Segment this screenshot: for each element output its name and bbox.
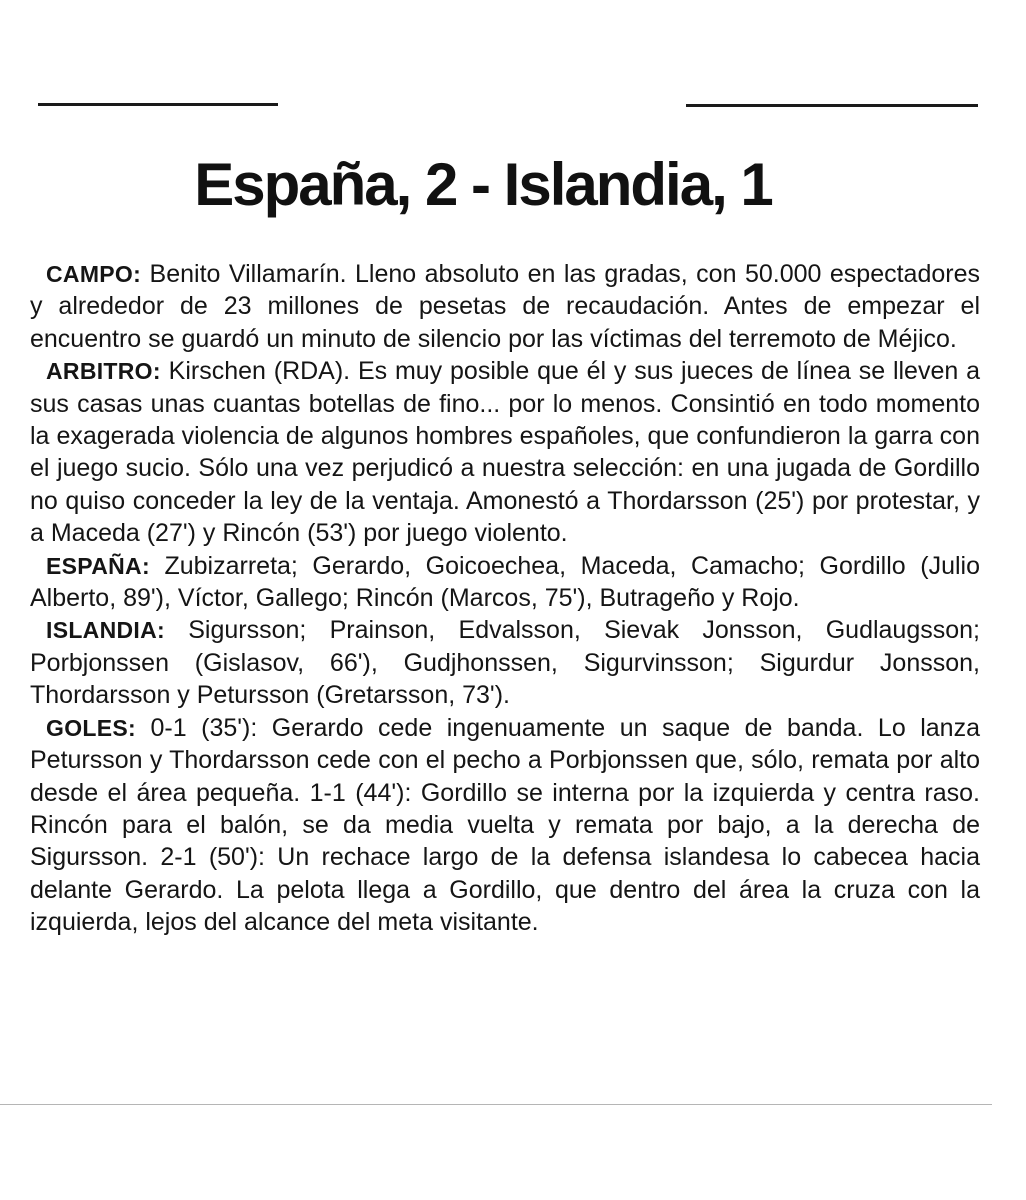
arbitro-paragraph xyxy=(30,355,980,549)
bottom-divider xyxy=(0,1104,992,1105)
campo-paragraph xyxy=(30,258,980,355)
espana-label: ESPAÑA: xyxy=(46,552,150,579)
match-report xyxy=(30,258,980,939)
arbitro-label: ARBITRO: xyxy=(46,358,161,385)
campo-text: Benito Villamarín. Lleno absoluto en las gradas, con 50.000 espectadores y alrededor de 23 millones de pesetas de recaudación. Antes de empezar el encuentro se guardó un minuto de silencio por las víctimas del terremoto de Méjico. xyxy=(30,260,980,353)
islandia-text: Sigursson; Prainson, Edvalsson, Sievak Jonsson, Gudlaugsson; Porbjonssen (Gislasov, 66'), Gudjhonssen, Sigurvinsson; Sigurdur Jonsson, Thordarsson y Petursson (Gretarsson, 73'). xyxy=(30,616,980,710)
top-rule-right xyxy=(686,104,978,107)
goles-paragraph xyxy=(30,712,980,939)
goles-text: 0-1 (35'): Gerardo cede ingenuamente un saque de banda. Lo lanza Petursson y Thordarsson cede con el pecho a Porbjonssen que, sólo, remata por alto desde el área pequeña. 1-1 (44'): Gordillo se interna por la izquierda y centra raso. Rincón para el balón, se da media vuelta y remata por bajo, a la derecha de Sigursson. 2-1 (50'): Un rechace largo de la defensa islandesa lo cabecea hacia delante Gerardo. La pelota llega a Gordillo, que dentro del área la cruza con la izquierda, lejos del alcance del meta visitante. xyxy=(30,713,980,937)
islandia-label: ISLANDIA: xyxy=(46,617,165,644)
top-rule-left xyxy=(38,103,278,106)
campo-label: CAMPO: xyxy=(46,261,142,287)
espana-text: Zubizarreta; Gerardo, Goicoechea, Maceda, Camacho; Gordillo (Julio Alberto, 89'), Víctor, Gallego; Rincón (Marcos, 75'), Butrageño y Rojo. xyxy=(30,551,980,613)
espana-paragraph xyxy=(30,550,980,615)
islandia-paragraph xyxy=(30,614,980,711)
headline: España, 2 - Islandia, 1 xyxy=(194,151,772,218)
goles-label: GOLES: xyxy=(46,714,136,741)
arbitro-text: Kirschen (RDA). Es muy posible que él y sus jueces de línea se lleven a sus casas unas cuantas botellas de fino... por lo menos. Consintió en todo momento la exagerada violencia de algunos hombres españoles, que confundieron la garra con el juego sucio. Sólo una vez perjudicó a nuestra selección: en una jugada de Gordillo no quiso conceder la ley de la ventaja. Amonestó a Thordarsson (25') por protestar, y a Maceda (27') y Rincón (53') por juego violento. xyxy=(30,357,980,548)
